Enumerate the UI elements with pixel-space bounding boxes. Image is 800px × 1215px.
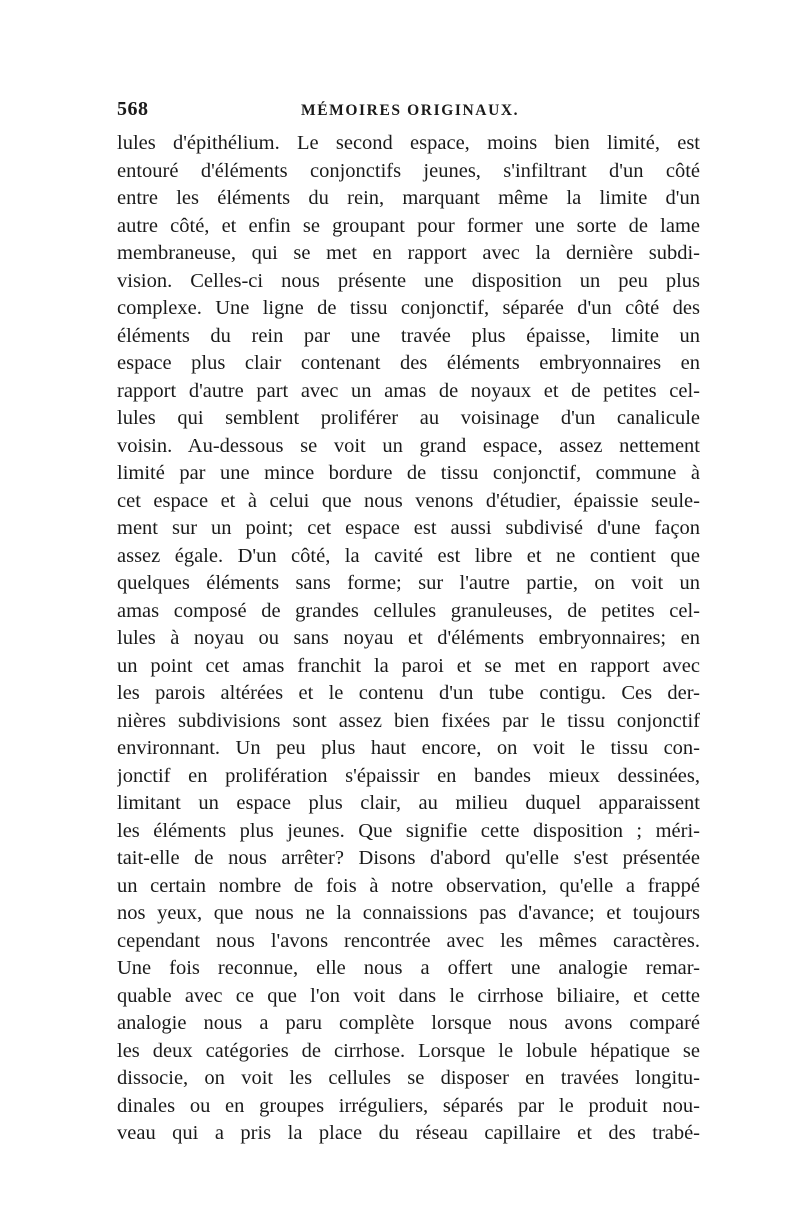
text-line: lules qui semblent proliférer au voisinage d'un canalicule <box>117 407 700 429</box>
text-line: amas composé de grandes cellules granuleuses, de petites cel- <box>117 599 700 622</box>
text-line: éléments du rein par une travée plus épaisse, limite un <box>117 324 700 347</box>
text-line: nos yeux, que nous ne la connaissions pas d'avance; et toujours <box>117 902 700 924</box>
text-line: les éléments plus jeunes. Que signifie cette disposition ; méri- <box>117 819 700 842</box>
text-line: jonctif en prolifération s'épaissir en bandes mieux dessinées, <box>117 764 700 787</box>
text-line: voisin. Au-dessous se voit un grand espace, assez nettement <box>117 434 700 457</box>
text-line: dinales ou en groupes irréguliers, séparés par le produit nou- <box>117 1094 700 1117</box>
text-line: veau qui a pris la place du réseau capillaire et des trabé- <box>117 1122 700 1144</box>
text-line: vision. Celles-ci nous présente une disposition un peu plus <box>117 269 700 292</box>
body-text <box>117 130 700 1148</box>
text-line: assez égale. D'un côté, la cavité est libre et ne contient que <box>117 544 700 567</box>
text-line: limité par une mince bordure de tissu conjonctif, commune à <box>117 462 700 484</box>
text-line: lules à noyau ou sans noyau et d'éléments embryonnaires; en <box>117 627 700 649</box>
text-line: les deux catégories de cirrhose. Lorsque le lobule hépatique se <box>117 1039 700 1062</box>
text-line: Une fois reconnue, elle nous a offert une analogie remar- <box>117 957 700 979</box>
text-line: cet espace et à celui que nous venons d'étudier, épaissie seule- <box>117 489 700 512</box>
text-line: les parois altérées et le contenu d'un tube contigu. Ces der- <box>117 682 700 704</box>
running-head <box>117 98 697 124</box>
text-line: un point cet amas franchit la paroi et se met en rapport avec <box>117 654 700 677</box>
text-line: nières subdivisions sont assez bien fixées par le tissu conjonctif <box>117 709 700 732</box>
text-line: quelques éléments sans forme; sur l'autre partie, on voit un <box>117 572 700 594</box>
text-line: espace plus clair contenant des éléments embryonnaires en <box>117 352 700 374</box>
text-line: entre les éléments du rein, marquant même la limite d'un <box>117 187 700 209</box>
text-line: complexe. Une ligne de tissu conjonctif, séparée d'un côté des <box>117 297 700 319</box>
text-line: cependant nous l'avons rencontrée avec les mêmes caractères. <box>117 929 700 952</box>
text-line: un certain nombre de fois à notre observation, qu'elle a frappé <box>117 874 700 897</box>
text-line: lules d'épithélium. Le second espace, moins bien limité, est <box>117 132 700 154</box>
text-line: ment sur un point; cet espace est aussi subdivisé d'une façon <box>117 517 700 539</box>
text-line: tait-elle de nous arrêter? Disons d'abord qu'elle s'est présentée <box>117 847 700 869</box>
running-title: MÉMOIRES ORIGINAUX. <box>301 102 520 119</box>
page-number: 568 <box>117 98 149 120</box>
text-line: autre côté, et enfin se groupant pour former une sorte de lame <box>117 214 700 237</box>
text-line: quable avec ce que l'on voit dans le cirrhose biliaire, et cette <box>117 984 700 1007</box>
text-line: limitant un espace plus clair, au milieu duquel apparaissent <box>117 792 700 814</box>
text-line: analogie nous a paru complète lorsque nous avons comparé <box>117 1012 700 1034</box>
text-line: environnant. Un peu plus haut encore, on voit le tissu con- <box>117 737 700 759</box>
text-line: dissocie, on voit les cellules se disposer en travées longitu- <box>117 1067 700 1089</box>
text-line: membraneuse, qui se met en rapport avec la dernière subdi- <box>117 242 700 264</box>
text-line: entouré d'éléments conjonctifs jeunes, s'infiltrant d'un côté <box>117 159 700 182</box>
text-line: rapport d'autre part avec un amas de noyaux et de petites cel- <box>117 379 700 402</box>
